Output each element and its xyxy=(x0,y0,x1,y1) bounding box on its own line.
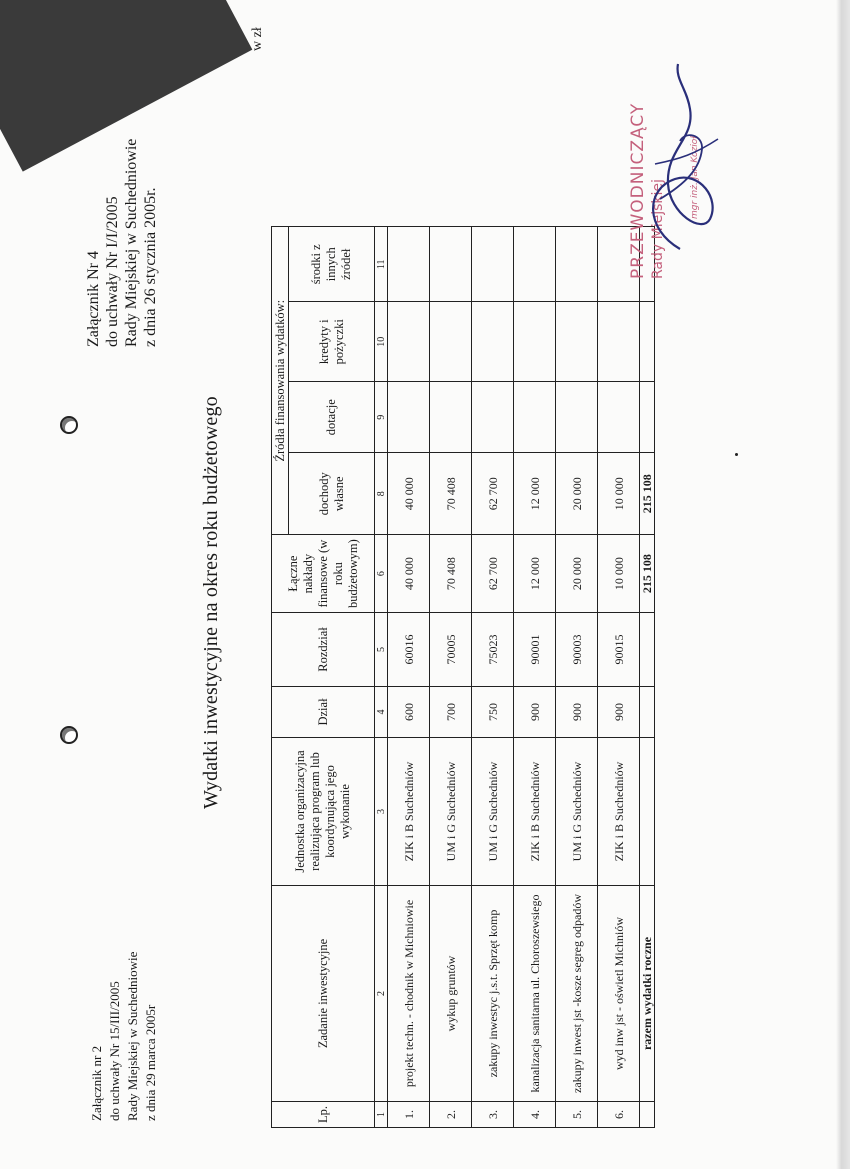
total-label: razem wydatki roczne xyxy=(640,885,655,1101)
header-total-costs: Łączne nakłady finansowe (w roku budżetowym) xyxy=(272,535,375,613)
table-row: 5. zakupy inwest jst -kosze segreg odpadów UM i G Suchedniów 900 90003 20 000 20 000 xyxy=(556,227,598,1128)
column-number-row: 1 2 3 4 5 6 8 9 10 11 xyxy=(375,227,388,1128)
header-other: środki z innych źródeł xyxy=(289,227,375,302)
total-costs-value: 215 108 xyxy=(640,535,655,613)
header-own-income: dochody własne xyxy=(289,453,375,535)
annex-reference-right: Załącznik Nr 4 do uchwały Nr I/I/2005 Rady Miejskiej w Suchedniowie z dnia 26 stycznia 2005r. xyxy=(85,138,159,347)
header-credits: kredyty i pożyczki xyxy=(289,302,375,382)
header-unit: Jednostka organizacyjna realizująca program lub koordynująca jego wykonanie xyxy=(272,737,375,885)
handwritten-signature xyxy=(640,59,730,259)
table-row: 2. wykup gruntów UM i G Suchedniów 700 70005 70 408 70 408 xyxy=(430,227,472,1128)
investment-table xyxy=(271,226,655,1128)
header-task: Zadanie inwestycyjne xyxy=(272,885,375,1101)
currency-unit: w zł xyxy=(250,27,265,51)
header-lp: Lp. xyxy=(272,1101,375,1127)
header-grants: dotacje xyxy=(289,382,375,453)
table-total-row xyxy=(640,227,655,1128)
header-dzial: Dział xyxy=(272,686,375,737)
table-row: 3. zakupy inwestyc j.s.t. Sprzęt komp UM i G Suchedniów 750 75023 62 700 62 700 xyxy=(472,227,514,1128)
table-row: 6. wyd inw jst - oświetl Michniów ZIK i B Suchedniów 900 90015 10 000 10 000 xyxy=(598,227,640,1128)
annex-reference-left: Załącznik nr 2 do uchwały Nr 15/III/2005 Rady Miejskiej w Suchedniowie z dnia 29 marca 2005r xyxy=(89,951,158,1121)
page-title: Wydatki inwestycyjne na okres roku budżetowego xyxy=(200,396,222,809)
table-header-row xyxy=(272,227,289,1128)
table-row: 4. kanalizacja sanitarna ul. Choroszewsiego ZIK i B Suchedniów 900 90001 12 000 12 000 xyxy=(514,227,556,1128)
chairman-stamp: PRZEWODNICZĄCY Rady Miejskiej mgr inż. Jan Kozioł xyxy=(628,39,738,279)
table-row: 1. projekt techn. - chodnik w Michniowie ZIK i B Suchedniów 600 60016 40 000 40 000 xyxy=(388,227,430,1128)
header-rozdzial: Rozdział xyxy=(272,612,375,686)
total-own-income-value: 215 108 xyxy=(640,453,655,535)
header-sources-group: Źródła finansowania wydatków: xyxy=(272,227,289,535)
